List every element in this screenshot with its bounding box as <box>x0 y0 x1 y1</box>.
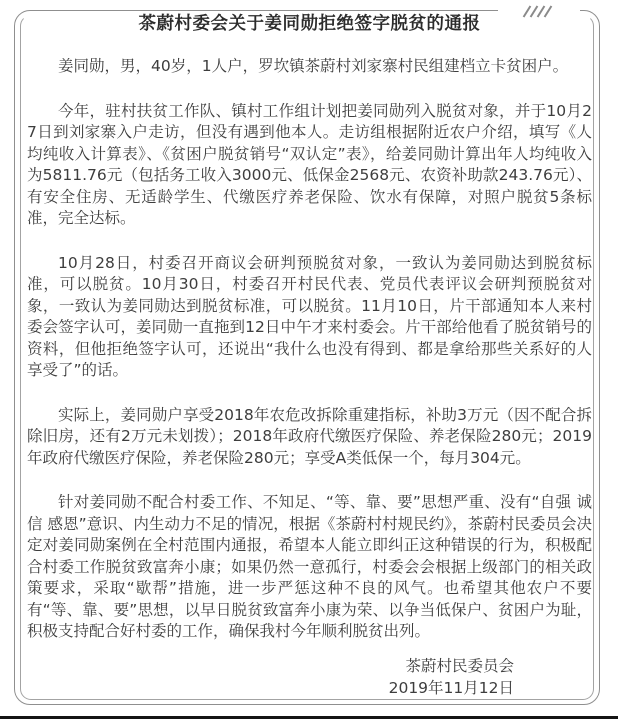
signature-date: 2019年11月12日 <box>388 678 514 697</box>
signature-committee: 茶蔚村民委员会 <box>405 656 514 675</box>
bottom-rule <box>0 716 618 719</box>
signature-block <box>27 655 592 699</box>
notice-paragraph-visit: 今年，驻村扶贫工作队、镇村工作组计划把姜同勋列入脱贫对象，并于10月27日到刘家寨入户走访，但没有遇到他本人。走访组根据附近农户介绍，填写《人均纯收入计算表》、《贫困户脱贫销号“双认定”表》，给姜同勋计算出年人均纯收入为5811.76元（包括务工收入3000元、低保金2568元、农资补助款243.76元）、有安全住房、无适龄学生、代缴医疗养老保险、饮水有保障，对照户脱贫5条标准，完全达标。 <box>27 101 592 227</box>
notice-paragraph-benefits: 实际上，姜同勋户享受2018年农危改拆除重建指标，补助3万元（因不配合拆除旧房，还有2万元未划拨）；2018年政府代缴医疗保险、养老保险280元；2019年政府代缴医疗保险，养老保险280元；享受A类低保一个，每月304元。 <box>27 405 592 467</box>
notice-paragraph-meetings: 10月28日，村委召开商议会研判预脱贫对象，一致认为姜同勋达到脱贫标准，可以脱贫。10月30日，村委召开村民代表、党员代表评议会研判预脱贫对象，一致认为姜同勋达到脱贫标准，可以脱贫。11月10日，片干部通知本人来村委会签字认可，姜同勋一直拖到12日中午才来村委会。片干部给他看了脱贫销号的资料，但他拒绝签字认可，还说出“我什么也没有得到、都是拿给那些关系好的人享受了”的话。 <box>27 253 592 379</box>
notice-paragraph-decision: 针对姜同勋不配合村委工作、不知足、“等、靠、要”思想严重、没有“自强 诚信 感恩”意识、内生动力不足的情况，根据《茶蔚村村规民约》，茶蔚村民委员会决定对姜同勋案例在全村范围内通报，希望本人能立即纠正这种错误的行为，积极配合村委工作脱贫致富奔小康；如果仍然一意孤行，村委会会根据上级部门的相关政策要求，采取“歇帮”措施，进一步严惩这种不良的风气。也希望其他农户不要有“等、靠、要”思想，以早日脱贫致富奔小康为荣、以争当低保户、贫困户为耻，积极支持配合好村委的工作，确保我村今年顺利脱贫出列。 <box>27 493 592 640</box>
notice-paragraph-intro: 姜同勋，男，40岁，1人户，罗坎镇茶蔚村刘家寨村民组建档立卡贫困户。 <box>58 57 569 75</box>
notice-title: 茶蔚村委会关于姜同勋拒绝签字脱贫的通报 <box>138 14 481 34</box>
notice-body <box>27 12 592 699</box>
